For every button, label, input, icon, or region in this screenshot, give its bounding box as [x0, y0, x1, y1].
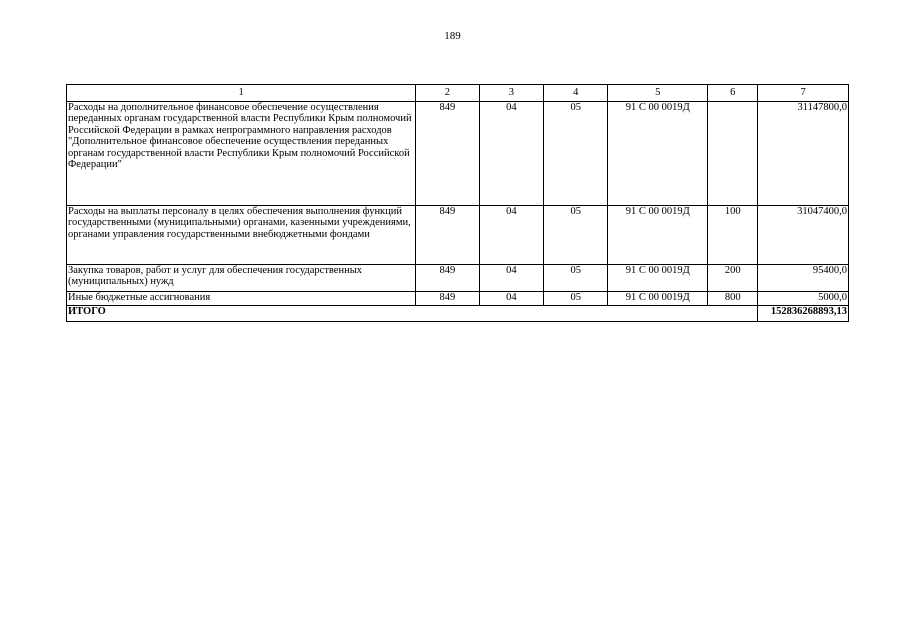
- expense-name: Расходы на дополнительное финансовое обеспечение осуществления переданных органам государственной власти Республики Крым полномочий Российской Федерации в рамках непрограммного направления расходов "Дополнительное финансовое обеспечение осуществления переданных органам государственной власти Республики Крым полномочий Российской Федерации": [67, 102, 416, 206]
- section-code: 04: [479, 206, 543, 265]
- column-header-1: 1: [67, 85, 416, 102]
- total-row: [67, 306, 849, 322]
- page-number: 189: [444, 30, 461, 42]
- column-header-4: 4: [544, 85, 608, 102]
- expense-type-code: 800: [708, 292, 758, 306]
- target-article-code: 91 С 00 0019Д: [608, 102, 708, 206]
- expense-name: Закупка товаров, работ и услуг для обеспечения государственных (муниципальных) нужд: [67, 265, 416, 292]
- column-header-5: 5: [608, 85, 708, 102]
- column-header-7: 7: [758, 85, 849, 102]
- ministry-code: 849: [416, 292, 479, 306]
- ministry-code: 849: [416, 206, 479, 265]
- amount: 5000,0: [758, 292, 849, 306]
- ministry-code: 849: [416, 102, 479, 206]
- column-header-3: 3: [479, 85, 543, 102]
- table-row: [67, 292, 849, 306]
- amount: 31047400,0: [758, 206, 849, 265]
- section-code: 04: [479, 102, 543, 206]
- amount: 95400,0: [758, 265, 849, 292]
- column-header-6: 6: [708, 85, 758, 102]
- column-header-2: 2: [416, 85, 479, 102]
- target-article-code: 91 С 00 0019Д: [608, 206, 708, 265]
- budget-table: [66, 84, 849, 322]
- target-article-code: 91 С 00 0019Д: [608, 265, 708, 292]
- subsection-code: 05: [544, 102, 608, 206]
- target-article-code: 91 С 00 0019Д: [608, 292, 708, 306]
- subsection-code: 05: [544, 292, 608, 306]
- subsection-code: 05: [544, 265, 608, 292]
- expense-name: Расходы на выплаты персоналу в целях обеспечения выполнения функций государственными (муниципальными) органами, казенными учреждениями, органами управления государственными внебюджетными фондами: [67, 206, 416, 265]
- expense-type-code: [708, 102, 758, 206]
- expense-type-code: 200: [708, 265, 758, 292]
- subsection-code: 05: [544, 206, 608, 265]
- total-amount: 152836268893,13: [758, 306, 849, 322]
- table-row: [67, 206, 849, 265]
- total-label: ИТОГО: [67, 306, 758, 322]
- column-number-header-row: [67, 85, 849, 102]
- table-row: [67, 265, 849, 292]
- amount: 31147800,0: [758, 102, 849, 206]
- expense-type-code: 100: [708, 206, 758, 265]
- expense-name: Иные бюджетные ассигнования: [67, 292, 416, 306]
- ministry-code: 849: [416, 265, 479, 292]
- table-row: [67, 102, 849, 206]
- section-code: 04: [479, 292, 543, 306]
- section-code: 04: [479, 265, 543, 292]
